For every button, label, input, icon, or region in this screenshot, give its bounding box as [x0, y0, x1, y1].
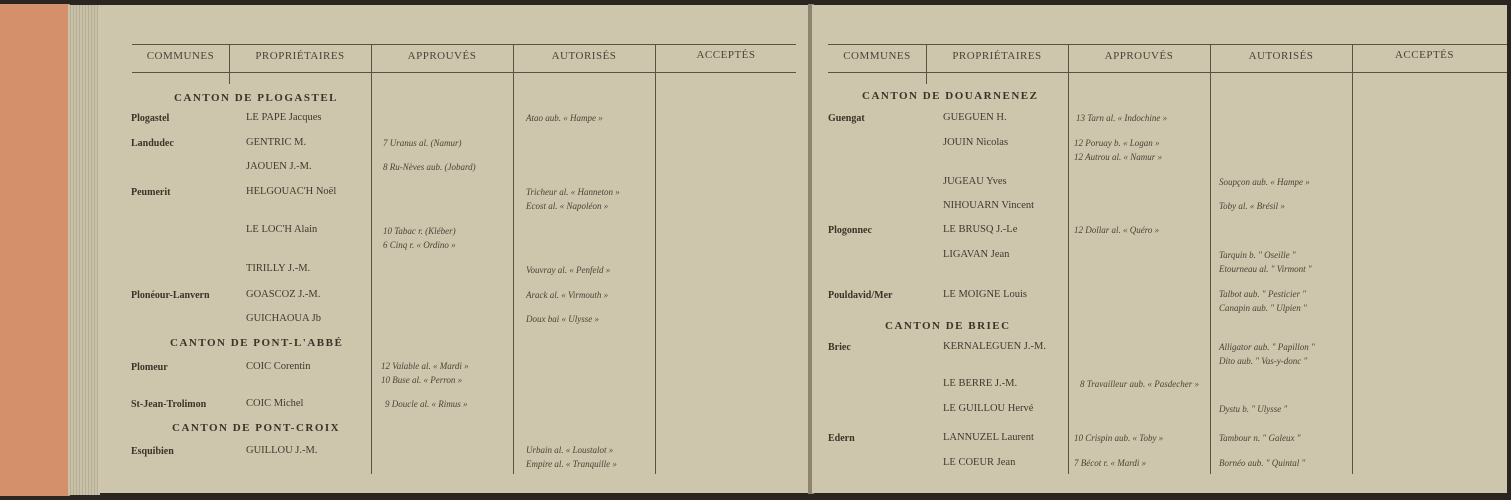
owner-name: JOUIN Nicolas — [943, 137, 1009, 148]
owner-name: TIRILLY J.-M. — [246, 263, 311, 274]
commune-name: Landudec — [131, 138, 174, 149]
commune-name: Plomeur — [131, 362, 168, 373]
autorises-entry: Empire al. « Tranquille » — [526, 459, 617, 469]
owner-name: NIHOUARN Vincent — [943, 200, 1035, 211]
autorises-entry: Bornéo aub. " Quintal " — [1219, 458, 1306, 468]
approuves-entry: 7 Uranus al. (Namur) — [383, 138, 462, 148]
header-approuves: APPROUVÉS — [407, 50, 477, 62]
commune-name: Esquibien — [131, 446, 174, 457]
owner-name: GUEGUEN H. — [943, 112, 1007, 123]
commune-name: Plogonnec — [828, 225, 872, 236]
owner-name: LE PAPE Jacques — [246, 112, 322, 123]
approuves-entry: 7 Bécot r. « Mardi » — [1074, 458, 1147, 468]
header-autorises: AUTORISÉS — [1248, 50, 1314, 62]
header-communes: COMMUNES — [146, 50, 215, 62]
autorises-entry: Toby al. « Brésil » — [1219, 201, 1285, 211]
column-divider — [1068, 44, 1069, 474]
autorises-entry: Talbot aub. " Pesticier " — [1219, 289, 1306, 299]
owner-name: GUILLOU J.-M. — [246, 445, 318, 456]
approuves-entry: 13 Tarn al. « Indochine » — [1076, 113, 1168, 123]
header-bottom-rule — [132, 72, 796, 73]
owner-name: LE GUILLOU Hervé — [943, 403, 1034, 414]
owner-name: HELGOUAC'H Noël — [246, 186, 337, 197]
book-cover-edge — [0, 4, 70, 496]
autorises-entry: Vouvray al. « Penfeld » — [526, 265, 611, 275]
owner-name: LE MOIGNE Louis — [943, 289, 1027, 300]
approuves-entry: 12 Poruay b. « Logan » — [1074, 138, 1160, 148]
owner-name: COIC Corentin — [246, 361, 311, 372]
approuves-entry: 12 Dollar al. « Quéro » — [1074, 225, 1160, 235]
autorises-entry: Alligator aub. " Papillon " — [1219, 342, 1315, 352]
commune-name: Edern — [828, 433, 855, 444]
owner-name: LANNUZEL Laurent — [943, 432, 1034, 443]
owner-name: JAOUEN J.-M. — [246, 161, 312, 172]
autorises-entry: Urbain al. « Loustalot » — [526, 445, 614, 455]
owner-name: COIC Michel — [246, 398, 304, 409]
column-divider — [513, 44, 514, 474]
canton-heading: CANTON DE DOUARNENEZ — [862, 90, 1039, 102]
canton-heading: CANTON DE PONT-CROIX — [172, 422, 341, 434]
approuves-entry: 8 Ru-Nèves aub. (Jobard) — [383, 162, 476, 172]
autorises-entry: Tricheur al. « Hanneton » — [526, 187, 620, 197]
header-proprietaires: PROPRIÉTAIRES — [255, 50, 345, 62]
approuves-entry: 10 Tabac r. (Kléber) — [383, 226, 456, 236]
canton-heading: CANTON DE PLOGASTEL — [174, 92, 338, 104]
commune-name: Plonéour-Lanvern — [131, 290, 210, 301]
autorises-entry: Ecost al. « Napoléon » — [526, 201, 609, 211]
approuves-entry: 6 Cinq r. « Ordino » — [383, 240, 456, 250]
left-page — [98, 5, 810, 493]
commune-name: Plogastel — [131, 113, 170, 124]
commune-name: St-Jean-Trolimon — [131, 399, 207, 410]
owner-name: LE LOC'H Alain — [246, 224, 318, 235]
approuves-entry: 10 Crispin aub. « Toby » — [1074, 433, 1164, 443]
header-acceptes: ACCEPTÉS — [696, 49, 756, 61]
approuves-entry: 9 Doucle al. « Rimus » — [385, 399, 468, 409]
approuves-entry: 8 Travailleur aub. « Pasdecher » — [1080, 379, 1199, 389]
column-divider — [1352, 44, 1353, 474]
column-divider — [655, 44, 656, 474]
autorises-entry: Soupçon aub. « Hampe » — [1219, 177, 1310, 187]
autorises-entry: Dito aub. " Vas-y-donc " — [1219, 356, 1308, 366]
autorises-entry: Tambour n. " Galeux " — [1219, 433, 1301, 443]
commune-name: Pouldavid/Mer — [828, 290, 893, 301]
owner-name: GUICHAOUA Jb — [246, 313, 321, 324]
autorises-entry: Doux bai « Ulysse » — [526, 314, 599, 324]
owner-name: LE COEUR Jean — [943, 457, 1016, 468]
column-divider — [371, 44, 372, 474]
header-communes: COMMUNES — [843, 50, 911, 62]
header-acceptes: ACCEPTÉS — [1394, 49, 1454, 61]
header-approuves: APPROUVÉS — [1104, 50, 1174, 62]
header-proprietaires: PROPRIÉTAIRES — [952, 50, 1042, 62]
approuves-entry: 10 Buse al. « Perron » — [381, 375, 463, 385]
canton-heading: CANTON DE PONT-L'ABBÉ — [170, 337, 344, 349]
approuves-entry: 12 Valable al. « Mardi » — [381, 361, 469, 371]
canton-heading: CANTON DE BRIEC — [885, 320, 1011, 332]
commune-name: Peumerit — [131, 187, 171, 198]
header-bottom-rule — [828, 72, 1507, 73]
header-top-rule — [828, 44, 1507, 45]
commune-name: Briec — [828, 342, 851, 353]
owner-name: LE BERRE J.-M. — [943, 378, 1018, 389]
column-divider — [1210, 44, 1211, 474]
autorises-entry: Arack al. « Virmouth » — [526, 290, 609, 300]
owner-name: GOASCOZ J.-M. — [246, 289, 321, 300]
commune-name: Guengat — [828, 113, 865, 124]
autorises-entry: Canapin aub. " Ulpien " — [1219, 303, 1307, 313]
right-page — [812, 5, 1507, 493]
autorises-entry: Atao aub. « Hampe » — [526, 113, 603, 123]
header-top-rule — [132, 44, 796, 45]
owner-name: JUGEAU Yves — [943, 176, 1007, 187]
owner-name: LE BRUSQ J.-Le — [943, 224, 1018, 235]
owner-name: KERNALEGUEN J.-M. — [943, 341, 1046, 352]
owner-name: LIGAVAN Jean — [943, 249, 1010, 260]
owner-name: GENTRIC M. — [246, 137, 307, 148]
autorises-entry: Etourneau al. " Virmont " — [1219, 264, 1312, 274]
approuves-entry: 12 Autrou al. « Namur » — [1074, 152, 1163, 162]
autorises-entry: Tarquin b. " Oseille " — [1219, 250, 1296, 260]
autorises-entry: Dystu b. " Ulysse " — [1219, 404, 1288, 414]
page-edges — [68, 5, 100, 495]
header-autorises: AUTORISÉS — [551, 50, 617, 62]
